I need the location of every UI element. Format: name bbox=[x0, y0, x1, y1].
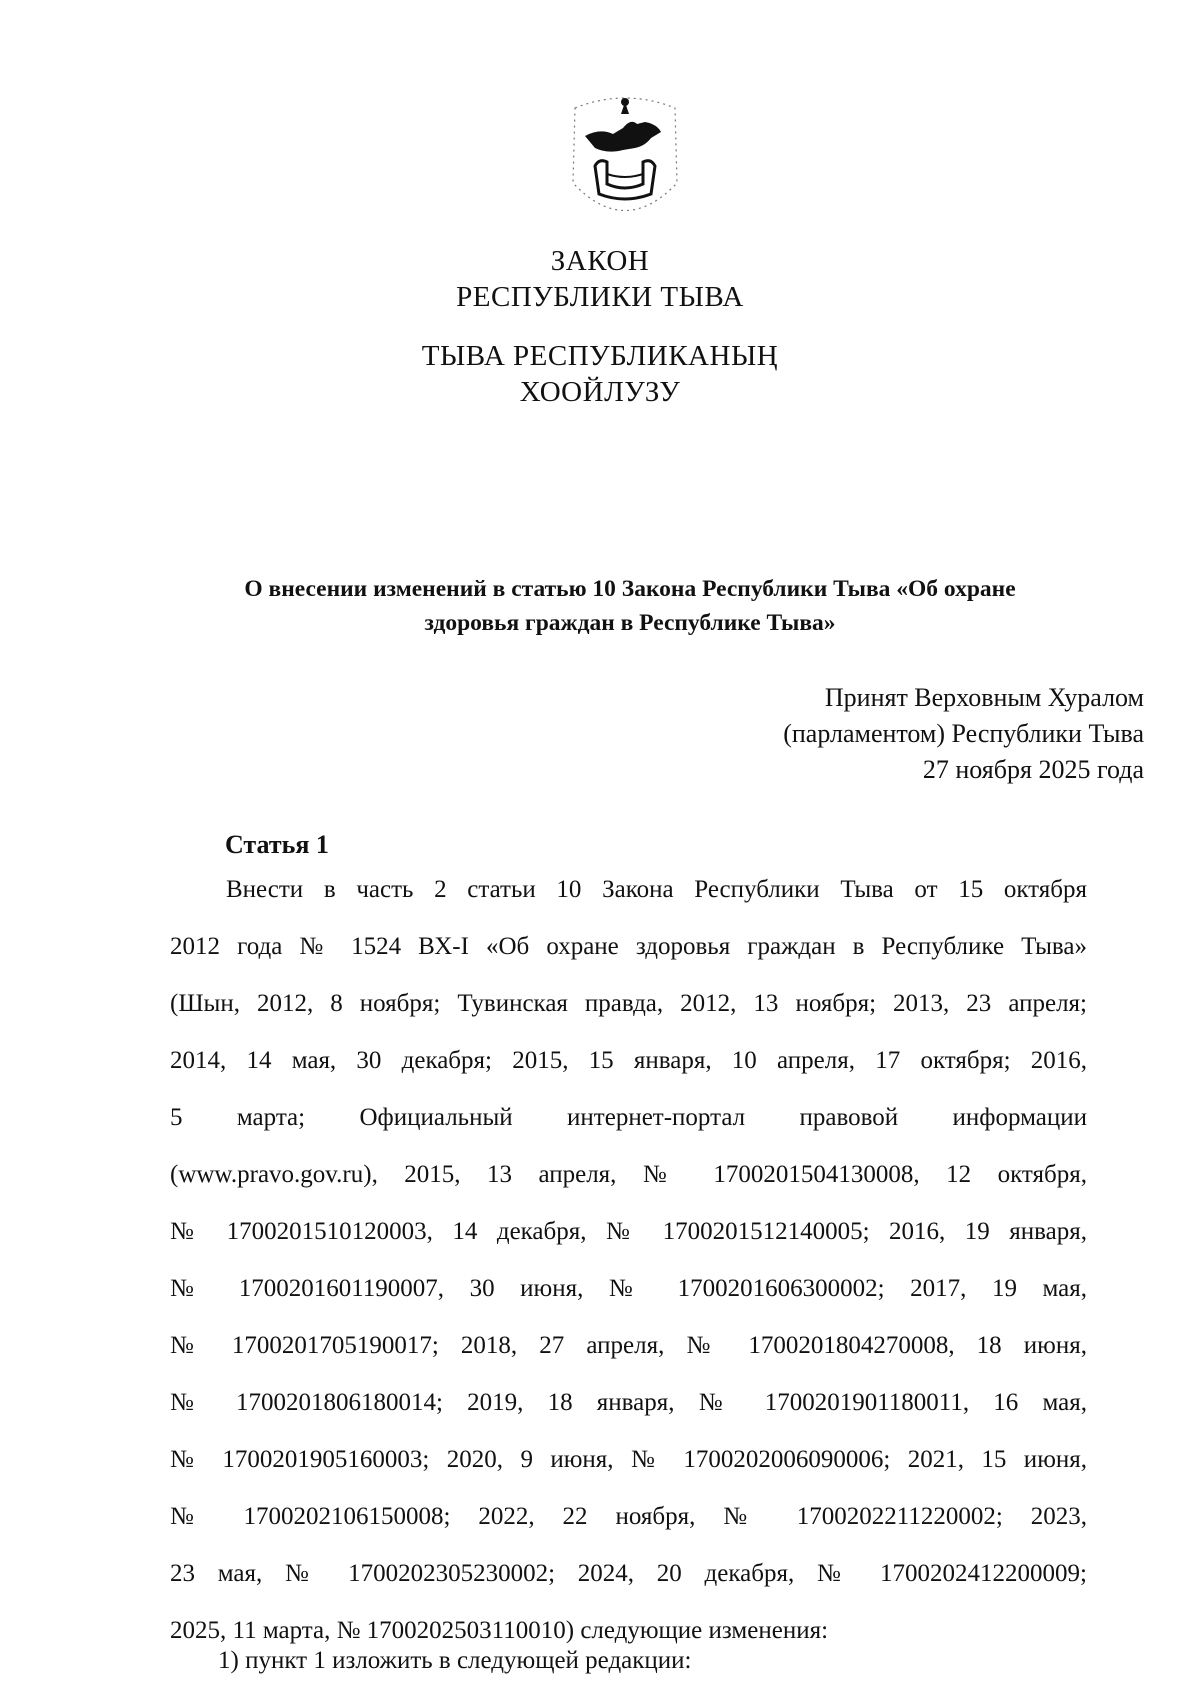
paragraph-line: (Шын, 2012, 8 ноября; Тувинская правда, 2012, 13 ноября; 2013, 23 апреля; bbox=[170, 990, 1087, 1017]
law-heading-line: ХООЙЛУЗУ bbox=[519, 376, 681, 408]
adoption-date: 27 ноября 2025 года bbox=[922, 755, 1144, 784]
article-paragraph bbox=[170, 861, 1087, 1659]
law-heading-ru bbox=[0, 243, 1200, 315]
paragraph-line: № 1700201705190017; 2018, 27 апреля, № 1700201804270008, 18 июня, bbox=[170, 1332, 1087, 1359]
paragraph-line: № 1700202106150008; 2022, 22 ноября, № 1700202211220002; 2023, bbox=[170, 1503, 1087, 1530]
law-title-line: здоровья граждан в Республике Тыва» bbox=[424, 610, 836, 636]
paragraph-line: Внести в часть 2 статьи 10 Закона Республики Тыва от 15 октября bbox=[226, 876, 1087, 903]
adoption-note bbox=[783, 680, 1144, 788]
paragraph-line: 2025, 11 марта, № 1700202503110010) следующие изменения: bbox=[170, 1617, 829, 1644]
paragraph-line: 2014, 14 мая, 30 декабря; 2015, 15 января, 10 апреля, 17 октября; 2016, bbox=[170, 1047, 1087, 1074]
paragraph-line: (www.pravo.gov.ru), 2015, 13 апреля, № 1700201504130008, 12 октября, bbox=[170, 1161, 1087, 1188]
law-heading-line: ТЫВА РЕСПУБЛИКАНЫҢ bbox=[421, 340, 779, 372]
paragraph-line: № 1700201601190007, 30 июня, № 1700201606300002; 2017, 19 мая, bbox=[170, 1275, 1087, 1302]
article-heading: Статья 1 bbox=[225, 830, 329, 859]
amendment-item-1: 1) пункт 1 изложить в следующей редакции: bbox=[218, 1647, 692, 1674]
law-title-line: О внесении изменений в статью 10 Закона Республики Тыва «Об охране bbox=[244, 576, 1016, 602]
law-title bbox=[140, 572, 1120, 640]
paragraph-line: 5 марта; Официальный интернет-портал правовой информации bbox=[170, 1104, 1087, 1131]
law-heading-line: РЕСПУБЛИКИ ТЫВА bbox=[456, 281, 744, 313]
paragraph-line: 2012 года № 1524 ВХ-I «Об охране здоровья граждан в Республике Тыва» bbox=[170, 933, 1087, 960]
coat-of-arms-icon bbox=[565, 88, 685, 228]
paragraph-line: № 1700201806180014; 2019, 18 января, № 1700201901180011, 16 мая, bbox=[170, 1389, 1087, 1416]
law-heading-tyv bbox=[0, 338, 1200, 410]
law-heading-line: ЗАКОН bbox=[550, 245, 650, 277]
paragraph-line: 23 мая, № 1700202305230002; 2024, 20 декабря, № 1700202412200009; bbox=[170, 1560, 1087, 1587]
adoption-line: Принят Верховным Хуралом bbox=[824, 683, 1144, 712]
paragraph-line: № 1700201905160003; 2020, 9 июня, № 1700202006090006; 2021, 15 июня, bbox=[170, 1446, 1087, 1473]
paragraph-line: № 1700201510120003, 14 декабря, № 1700201512140005; 2016, 19 января, bbox=[170, 1218, 1087, 1245]
adoption-line: (парламентом) Республики Тыва bbox=[783, 719, 1144, 748]
